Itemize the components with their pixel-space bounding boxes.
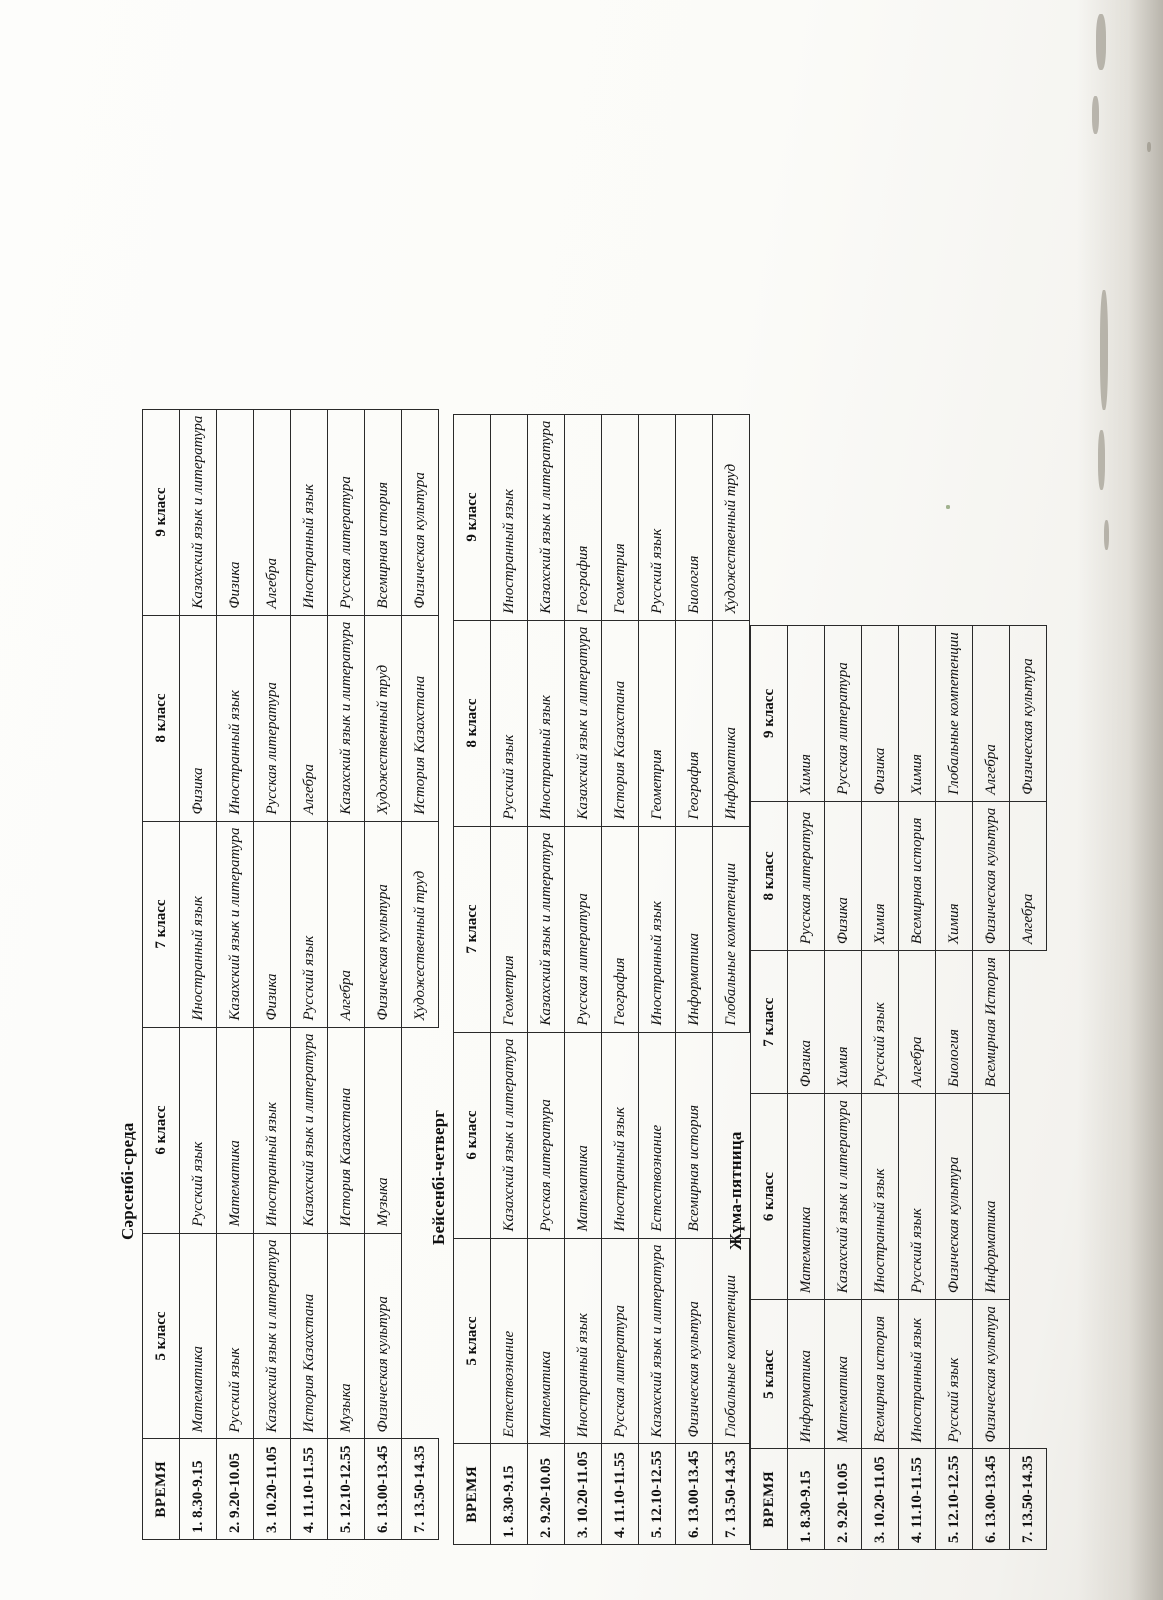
lesson-cell: Русский язык — [180, 1027, 217, 1233]
lesson-cell: Иностранный язык — [217, 615, 254, 821]
table-row — [899, 626, 936, 1550]
lesson-cell: История Казахстана — [328, 1027, 365, 1233]
column-header-grade-8: 8 класс — [143, 615, 180, 821]
lesson-cell: Русский язык — [862, 951, 899, 1094]
column-header-grade-8: 8 класс — [454, 620, 491, 826]
lesson-cell: Русская литература — [825, 626, 862, 802]
time-slot: 2. 9.20-10.05 — [528, 1444, 565, 1545]
timetable-wednesday — [142, 409, 439, 1540]
lesson-cell: Естествознание — [639, 1032, 676, 1238]
column-header-time: ВРЕМЯ — [454, 1444, 491, 1545]
table-row — [254, 409, 291, 1539]
table-row — [862, 626, 899, 1550]
lesson-cell: Русская литература — [528, 1032, 565, 1238]
day-title-thursday: Бейсенбі-четверг — [429, 1109, 448, 1245]
time-slot: 3. 10.20-11.05 — [862, 1449, 899, 1550]
lesson-cell: Иностранный язык — [602, 1032, 639, 1238]
lesson-cell: Русский язык — [217, 1233, 254, 1439]
lesson-cell: Иностранный язык — [862, 1094, 899, 1300]
lesson-cell: История Казахстана — [402, 615, 439, 821]
lesson-cell: Всемирная история — [365, 409, 402, 615]
time-slot: 3. 10.20-11.05 — [254, 1439, 291, 1540]
lesson-cell: Русская литература — [565, 826, 602, 1032]
lesson-cell: Физическая культура — [973, 1300, 1010, 1449]
day-title-wednesday: Сәрсенбі-среда — [118, 1122, 137, 1240]
lesson-cell: Физическая культура — [973, 801, 1010, 950]
lesson-cell: Физика — [217, 409, 254, 615]
lesson-cell: Русская литература — [602, 1238, 639, 1444]
lesson-cell: Иностранный язык — [899, 1300, 936, 1449]
lesson-cell: Казахский язык и литература — [217, 821, 254, 1027]
time-slot: 7. 13.50-14.35 — [402, 1439, 439, 1540]
lesson-cell: Казахский язык и литература — [254, 1233, 291, 1439]
lesson-cell: Алгебра — [291, 615, 328, 821]
column-header-grade-7: 7 класс — [454, 826, 491, 1032]
lesson-cell: Математика — [565, 1032, 602, 1238]
lesson-cell: Математика — [528, 1238, 565, 1444]
scan-speck — [1104, 520, 1109, 550]
lesson-cell: Русская литература — [328, 409, 365, 615]
time-slot: 1. 8.30-9.15 — [491, 1444, 528, 1545]
timetable-thursday — [453, 414, 750, 1545]
lesson-cell: Всемирная история — [676, 1032, 713, 1238]
time-slot: 3. 10.20-11.05 — [565, 1444, 602, 1545]
lesson-cell: Иностранный язык — [254, 1027, 291, 1233]
lesson-cell: Химия — [788, 626, 825, 802]
time-slot: 5. 12.10-12.55 — [639, 1444, 676, 1545]
lesson-cell: Алгебра — [254, 409, 291, 615]
table-row — [602, 414, 639, 1544]
scan-edge-shadow — [1077, 0, 1163, 1600]
lesson-cell: Математика — [825, 1300, 862, 1449]
table-row — [291, 409, 328, 1539]
lesson-cell: Математика — [788, 1094, 825, 1300]
lesson-cell: Русский язык — [639, 414, 676, 620]
lesson-cell: География — [602, 826, 639, 1032]
time-slot: 6. 13.00-13.45 — [365, 1439, 402, 1540]
day-block-thursday — [429, 414, 750, 1545]
column-header-grade-7: 7 класс — [751, 951, 788, 1094]
lesson-cell: Информатика — [973, 1094, 1010, 1300]
lesson-cell: Алгебра — [899, 951, 936, 1094]
lesson-cell: Музыка — [328, 1233, 365, 1439]
lesson-cell: Химия — [825, 951, 862, 1094]
time-slot: 7. 13.50-14.35 — [713, 1444, 750, 1545]
lesson-cell: Информатика — [713, 620, 750, 826]
lesson-cell: Физическая культура — [1010, 626, 1047, 802]
table-header-row — [454, 414, 491, 1544]
lesson-cell: Казахский язык и литература — [528, 414, 565, 620]
scan-speck — [1100, 290, 1108, 410]
table-row — [565, 414, 602, 1544]
lesson-cell: География — [676, 620, 713, 826]
table-row — [1010, 626, 1047, 1550]
lesson-cell: История Казахстана — [602, 620, 639, 826]
lesson-cell: Русский язык — [936, 1300, 973, 1449]
table-row — [491, 414, 528, 1544]
time-slot: 2. 9.20-10.05 — [217, 1439, 254, 1540]
lesson-cell: Естествознание — [491, 1238, 528, 1444]
lesson-cell: Казахский язык и литература — [528, 826, 565, 1032]
time-slot: 1. 8.30-9.15 — [788, 1449, 825, 1550]
lesson-cell — [1010, 1300, 1047, 1449]
lesson-cell: Физическая культура — [365, 821, 402, 1027]
lesson-cell: Информатика — [788, 1300, 825, 1449]
lesson-cell: Казахский язык и литература — [180, 409, 217, 615]
time-slot: 2. 9.20-10.05 — [825, 1449, 862, 1550]
lesson-cell: Физика — [254, 821, 291, 1027]
day-block-wednesday — [118, 409, 439, 1540]
table-header-row — [143, 409, 180, 1539]
column-header-grade-9: 9 класс — [143, 409, 180, 615]
lesson-cell: Алгебра — [973, 626, 1010, 802]
lesson-cell: Алгебра — [328, 821, 365, 1027]
lesson-cell: Физическая культура — [402, 409, 439, 615]
lesson-cell: Иностранный язык — [565, 1238, 602, 1444]
lesson-cell: Иностранный язык — [491, 414, 528, 620]
scan-speck — [1092, 96, 1099, 134]
table-header-row — [751, 626, 788, 1550]
table-row — [676, 414, 713, 1544]
lesson-cell: Математика — [217, 1027, 254, 1233]
lesson-cell: Русский язык — [899, 1094, 936, 1300]
lesson-cell: Физика — [788, 951, 825, 1094]
lesson-cell: Химия — [936, 801, 973, 950]
lesson-cell: Русский язык — [491, 620, 528, 826]
scan-speck — [1147, 142, 1151, 152]
lesson-cell: Музыка — [365, 1027, 402, 1233]
time-slot: 5. 12.10-12.55 — [936, 1449, 973, 1550]
table-row — [217, 409, 254, 1539]
lesson-cell — [1010, 1094, 1047, 1300]
lesson-cell: Русский язык — [291, 821, 328, 1027]
lesson-cell: Всемирная История — [973, 951, 1010, 1094]
lesson-cell: Русская литература — [254, 615, 291, 821]
time-slot: 5. 12.10-12.55 — [328, 1439, 365, 1540]
lesson-cell: Казахский язык и литература — [328, 615, 365, 821]
column-header-time: ВРЕМЯ — [751, 1449, 788, 1550]
lesson-cell: География — [565, 414, 602, 620]
column-header-grade-6: 6 класс — [143, 1027, 180, 1233]
lesson-cell: Математика — [180, 1233, 217, 1439]
time-slot: 6. 13.00-13.45 — [973, 1449, 1010, 1550]
lesson-cell: Русская литература — [788, 801, 825, 950]
lesson-cell: Физика — [180, 615, 217, 821]
lesson-cell: Иностранный язык — [528, 620, 565, 826]
column-header-grade-6: 6 класс — [454, 1032, 491, 1238]
table-row — [328, 409, 365, 1539]
day-block-friday — [726, 625, 1047, 1550]
lesson-cell: Глобальные компетенции — [936, 626, 973, 802]
table-row — [365, 409, 402, 1539]
lesson-cell: Иностранный язык — [291, 409, 328, 615]
column-header-grade-6: 6 класс — [751, 1094, 788, 1300]
lesson-cell: Иностранный язык — [639, 826, 676, 1032]
time-slot: 4. 11.10-11.55 — [291, 1439, 328, 1540]
lesson-cell: Казахский язык и литература — [639, 1238, 676, 1444]
column-header-grade-9: 9 класс — [751, 626, 788, 802]
lesson-cell: Глобальные компетенции — [713, 1238, 750, 1444]
lesson-cell: Иностранный язык — [180, 821, 217, 1027]
lesson-cell: Алгебра — [1010, 801, 1047, 950]
scan-speck — [1098, 430, 1105, 490]
lesson-cell: Физическая культура — [365, 1233, 402, 1439]
day-title-friday: Жұма-пятница — [726, 1131, 745, 1250]
column-header-grade-5: 5 класс — [143, 1233, 180, 1439]
lesson-cell: Геометрия — [491, 826, 528, 1032]
table-row — [639, 414, 676, 1544]
lesson-cell: Химия — [899, 626, 936, 802]
table-row — [788, 626, 825, 1550]
column-header-grade-8: 8 класс — [751, 801, 788, 950]
lesson-cell: Художественный труд — [713, 414, 750, 620]
lesson-cell: Физика — [825, 801, 862, 950]
lesson-cell: Всемирная история — [899, 801, 936, 950]
lesson-cell: История Казахстана — [291, 1233, 328, 1439]
lesson-cell: Казахский язык и литература — [825, 1094, 862, 1300]
lesson-cell: Геометрия — [602, 414, 639, 620]
lesson-cell: Химия — [862, 801, 899, 950]
lesson-cell: Физика — [862, 626, 899, 802]
lesson-cell: Художественный труд — [402, 821, 439, 1027]
column-header-grade-5: 5 класс — [751, 1300, 788, 1449]
lesson-cell: Казахский язык и литература — [491, 1032, 528, 1238]
column-header-time: ВРЕМЯ — [143, 1439, 180, 1540]
table-row — [825, 626, 862, 1550]
time-slot: 1. 8.30-9.15 — [180, 1439, 217, 1540]
column-header-grade-9: 9 класс — [454, 414, 491, 620]
lesson-cell: Художественный труд — [365, 615, 402, 821]
scan-speck — [1096, 14, 1106, 70]
table-row — [973, 626, 1010, 1550]
lesson-cell: Физическая культура — [676, 1238, 713, 1444]
time-slot: 4. 11.10-11.55 — [602, 1444, 639, 1545]
lesson-cell: Биология — [936, 951, 973, 1094]
lesson-cell: Казахский язык и литература — [565, 620, 602, 826]
scan-speck — [946, 505, 950, 509]
lesson-cell: Геометрия — [639, 620, 676, 826]
lesson-cell: Всемирная история — [862, 1300, 899, 1449]
table-row — [180, 409, 217, 1539]
time-slot: 7. 13.50-14.35 — [1010, 1449, 1047, 1550]
column-header-grade-7: 7 класс — [143, 821, 180, 1027]
lesson-cell: Казахский язык и литература — [291, 1027, 328, 1233]
lesson-cell — [1010, 951, 1047, 1094]
lesson-cell: Физическая культура — [936, 1094, 973, 1300]
column-header-grade-5: 5 класс — [454, 1238, 491, 1444]
timetable-friday — [750, 625, 1047, 1550]
time-slot: 6. 13.00-13.45 — [676, 1444, 713, 1545]
lesson-cell: Глобальные компетенции — [713, 826, 750, 1032]
table-row — [528, 414, 565, 1544]
time-slot: 4. 11.10-11.55 — [899, 1449, 936, 1550]
table-row — [936, 626, 973, 1550]
lesson-cell: Биология — [676, 414, 713, 620]
lesson-cell: Информатика — [676, 826, 713, 1032]
